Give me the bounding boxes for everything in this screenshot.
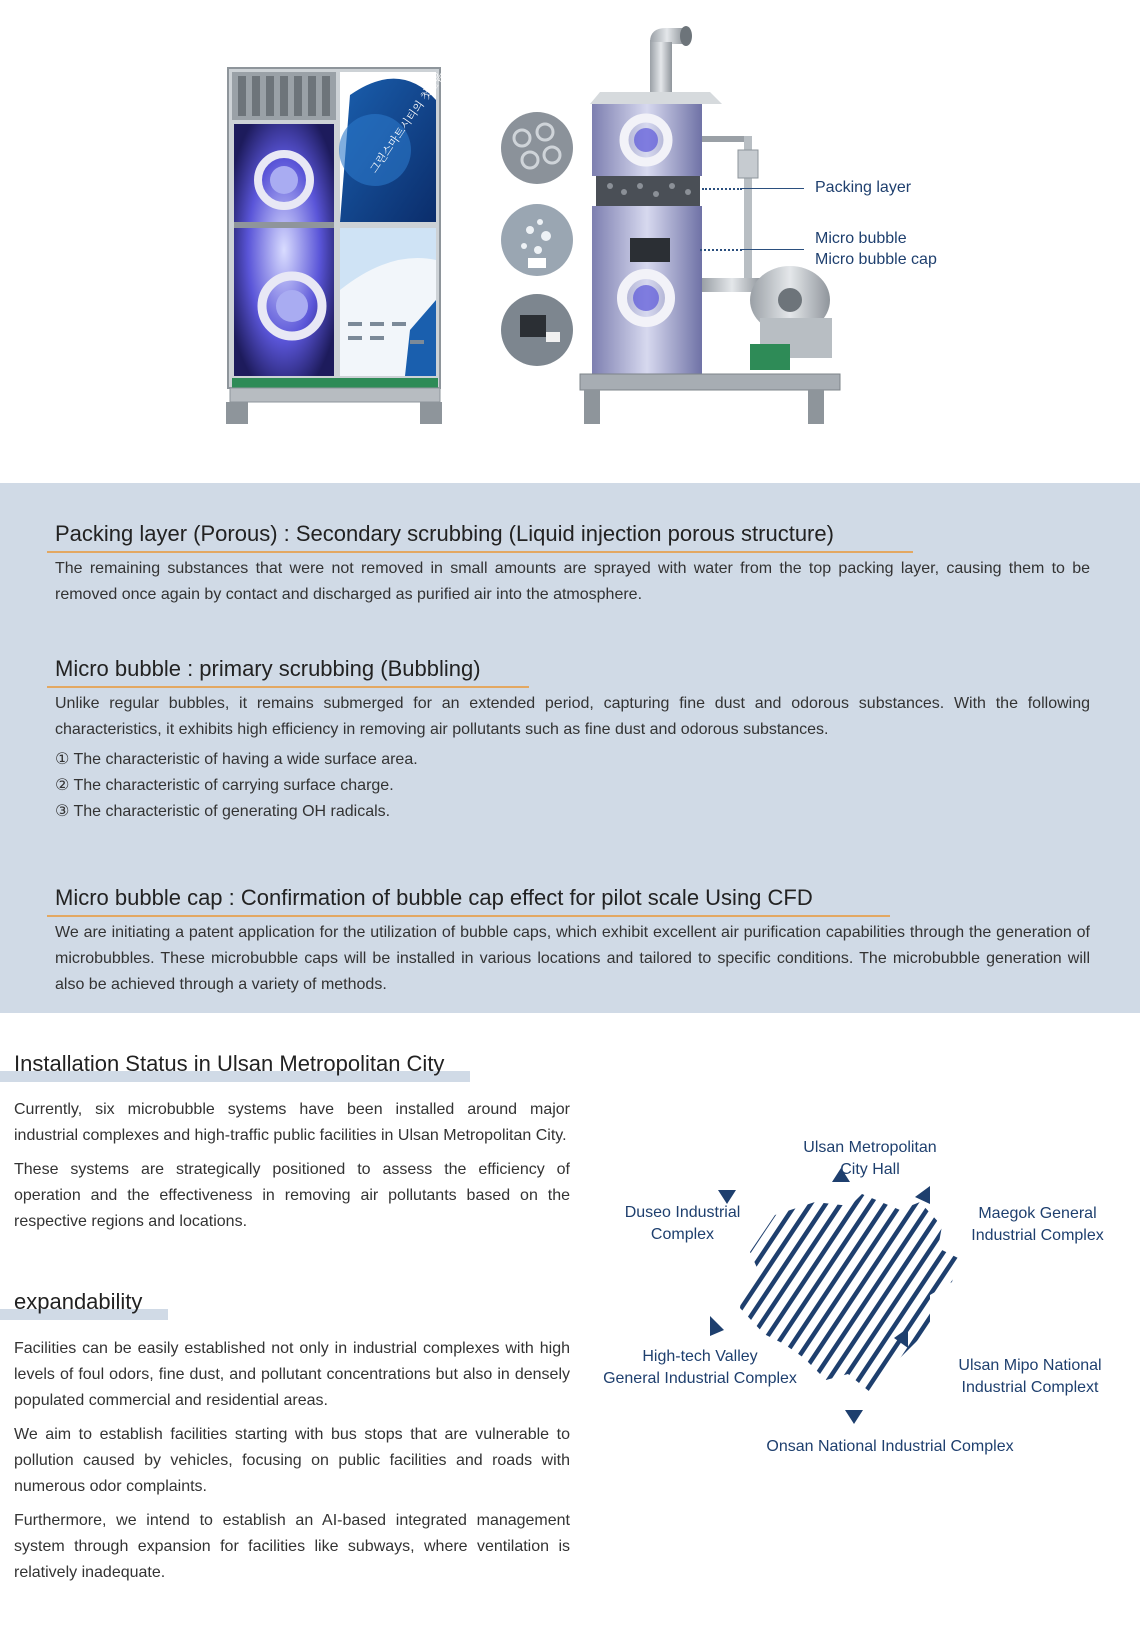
equipment-drawing <box>0 0 1140 485</box>
packing-callout-line <box>742 188 804 189</box>
scrubber-tower <box>580 26 840 424</box>
label-mipo: Ulsan Mipo National Industrial Complext <box>958 1357 1102 1396</box>
micro-bubble-title-rule <box>47 686 529 688</box>
bubble-cap-body-text: We are initiating a patent application for the utilization of bubble caps, which exhibit excellent air purification capabilities through the generation of microbubbles. These microbubble caps will be installed in various locations and tailored to specific conditions. The microbubble generation will also be achieved through a variety of methods. <box>55 924 1090 993</box>
characteristic-item-1: ① The characteristic of having a wide surface area. <box>55 751 418 768</box>
installation-title-text: Installation Status in Ulsan Metropolitan City <box>14 1051 445 1076</box>
bubble-callout-dots <box>700 249 742 251</box>
expandability-title-text: expandability <box>14 1289 143 1314</box>
expandability-paragraph-2: We aim to establish facilities starting with bus stops that are vulnerable to pollution caused by vehicles, focusing on public facilities and roads with numerous odor complaints. <box>14 1426 570 1495</box>
micro-bubble-label: Micro bubble <box>815 230 907 247</box>
micro-bubble-section-body <box>55 691 1090 825</box>
marker-hightech <box>710 1316 724 1336</box>
label-onsan: Onsan National Industrial Complex <box>766 1438 1014 1455</box>
label-duseo: Duseo Industrial Complex <box>624 1204 741 1243</box>
equipment-illustration <box>0 0 1140 485</box>
packing-section-title: Packing layer (Porous) : Secondary scrubbing (Liquid injection porous structure) <box>55 521 834 546</box>
expandability-body <box>14 1336 570 1594</box>
bubble-callout-line <box>742 249 804 250</box>
expandability-title <box>0 1288 156 1316</box>
characteristic-item-2: ② The characteristic of carrying surface charge. <box>55 777 394 794</box>
installation-paragraph-1: Currently, six microbubble systems have been installed around major industrial complexes and high-traffic public facilities in Ulsan Metropolitan City. <box>14 1101 570 1144</box>
expandability-paragraph-1: Facilities can be easily established not only in industrial complexes with high levels of foul odors, fine dust, and pollutant concentrations but also in densely populated commercial and residential areas. <box>14 1340 570 1409</box>
micro-bubble-section-title: Micro bubble : primary scrubbing (Bubbling) <box>55 656 481 681</box>
svg-text:그린스마트시티의 첫걸음: 그린스마트시티의 첫걸음 <box>367 69 448 176</box>
bubble-cap-title-rule <box>47 915 890 917</box>
label-city-hall: Ulsan Metropolitan City Hall <box>803 1139 937 1178</box>
micro-bubble-body-text: Unlike regular bubbles, it remains submerged for an extended period, capturing fine dust and odorous substances. With the following characteristics, it exhibits high efficiency in removing air pollutants such as fine dust and odorous substances. <box>55 695 1090 738</box>
packing-layer-label: Packing layer <box>815 179 912 196</box>
detail-circles <box>501 112 573 366</box>
label-hightech: High-tech Valley General Industrial Complex <box>603 1348 797 1387</box>
ulsan-map <box>600 1130 1120 1470</box>
packing-body-text: The remaining substances that were not removed in small amounts are sprayed with water from the top packing layer, causing them to be removed once again by contact and discharged as purified air into the atmosphere. <box>55 560 1090 603</box>
bubble-cap-section-body <box>55 920 1090 998</box>
installation-paragraph-2: These systems are strategically positioned to assess the efficiency of operation and the effectiveness in removing air pollutants based on the respective regions and locations. <box>14 1161 570 1230</box>
characteristic-item-3: ③ The characteristic of generating OH radicals. <box>55 803 391 820</box>
marker-maegok <box>915 1186 930 1204</box>
packing-title-rule <box>47 551 913 553</box>
bubble-cap-section-title: Micro bubble cap : Confirmation of bubble cap effect for pilot scale Using CFD <box>55 885 813 910</box>
installation-body <box>14 1097 570 1243</box>
packing-section-body <box>55 556 1090 608</box>
marker-onsan <box>845 1410 863 1424</box>
cabinet-unit <box>226 68 447 424</box>
installation-title <box>0 1050 458 1078</box>
expandability-paragraph-3: Furthermore, we intend to establish an AI-based integrated management system through expansion for facilities like subways, where ventilation is relatively inadequate. <box>14 1512 570 1581</box>
packing-callout-dots <box>702 188 742 190</box>
label-maegok: Maegok General Industrial Complex <box>971 1205 1104 1244</box>
micro-bubble-cap-label: Micro bubble cap <box>815 251 937 268</box>
